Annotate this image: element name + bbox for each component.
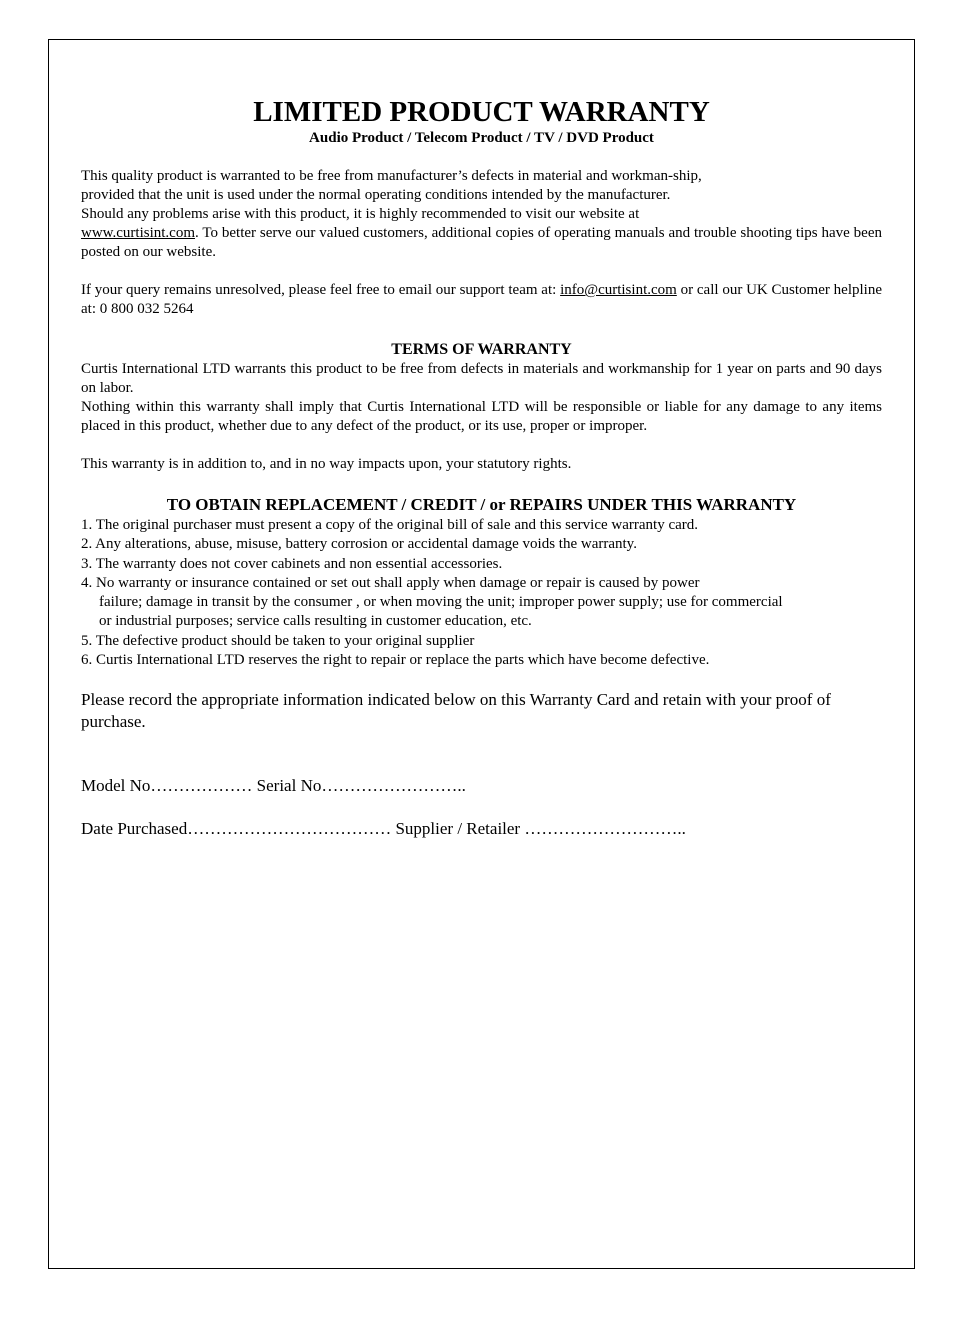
page-subtitle: Audio Product / Telecom Product / TV / DVD Product [309,130,654,146]
terms-paragraph-2: Nothing within this warranty shall imply that Curtis International LTD will be responsible or liable for any damage to any items placed in this product, whether due to any defect of the product, or its use, proper or improper. [81,399,882,434]
list-item-4-line-2: failure; damage in transit by the consumer , or when moving the unit; improper power supply; use for commercial [99,594,783,611]
website-link[interactable]: www.curtisint.com [81,225,196,241]
statutory-rights: This warranty is in addition to, and in no way impacts upon, your statutory rights. [81,456,572,472]
list-item: 1. The original purchaser must present a copy of the original bill of sale and this service warranty card. [81,517,699,533]
list-item: 2. Any alterations, abuse, misuse, battery corrosion or accidental damage voids the warranty. [81,536,637,553]
terms-heading: TERMS OF WARRANTY [391,341,572,358]
intro-line-4-rest: . To better serve our valued customers, additional copies of operating manuals and trouble shooting tips have been posted on our website. [81,225,882,260]
model-serial-field[interactable]: Model No……………… Serial No…………………….. [81,776,466,796]
contact-text-before: If your query remains unresolved, please feel free to email our support team at: [81,282,561,298]
warranty-card [81,96,882,840]
list-item: 3. The warranty does not cover cabinets and non essential accessories. [81,555,503,572]
email-link[interactable]: info@curtisint.com [560,282,677,298]
list-item-4-line-1: 4. No warranty or insurance contained or set out shall apply when damage or repair is caused by power [81,574,700,591]
obtain-list [81,516,882,670]
list-item-4-line-3: or industrial purposes; service calls resulting in customer education, etc. [99,613,532,630]
contact-paragraph [81,281,882,319]
contact-text-after: or call our UK Customer helpline at: 0 800 032 5264 [81,282,882,317]
intro-paragraph [81,167,882,262]
record-note: Please record the appropriate information indicated below on this Warranty Card and retain with your proof of purchase. [81,690,831,732]
list-item [81,574,882,632]
page-title: LIMITED PRODUCT WARRANTY [253,96,710,128]
intro-line-4 [81,224,882,262]
list-item: 6. Curtis International LTD reserves the right to repair or replace the parts which have become defective. [81,652,710,669]
obtain-heading: TO OBTAIN REPLACEMENT / CREDIT / or REPAIRS UNDER THIS WARRANTY [166,495,797,514]
terms-paragraph-1: Curtis International LTD warrants this product to be free from defects in materials and workmanship for 1 year on parts and 90 days on labor. [81,361,882,396]
list-item: 5. The defective product should be taken to your original supplier [81,632,475,649]
date-supplier-field[interactable]: Date Purchased……………………………… Supplier / Retailer ……………………….. [81,819,686,839]
intro-line-3: Should any problems arise with this product, it is highly recommended to visit our website at [81,206,640,222]
intro-line-2: provided that the unit is used under the normal operating conditions intended by the manufacturer. [81,187,671,203]
intro-line-1: This quality product is warranted to be free from manufacturer’s defects in material and workman-ship, [81,168,702,184]
